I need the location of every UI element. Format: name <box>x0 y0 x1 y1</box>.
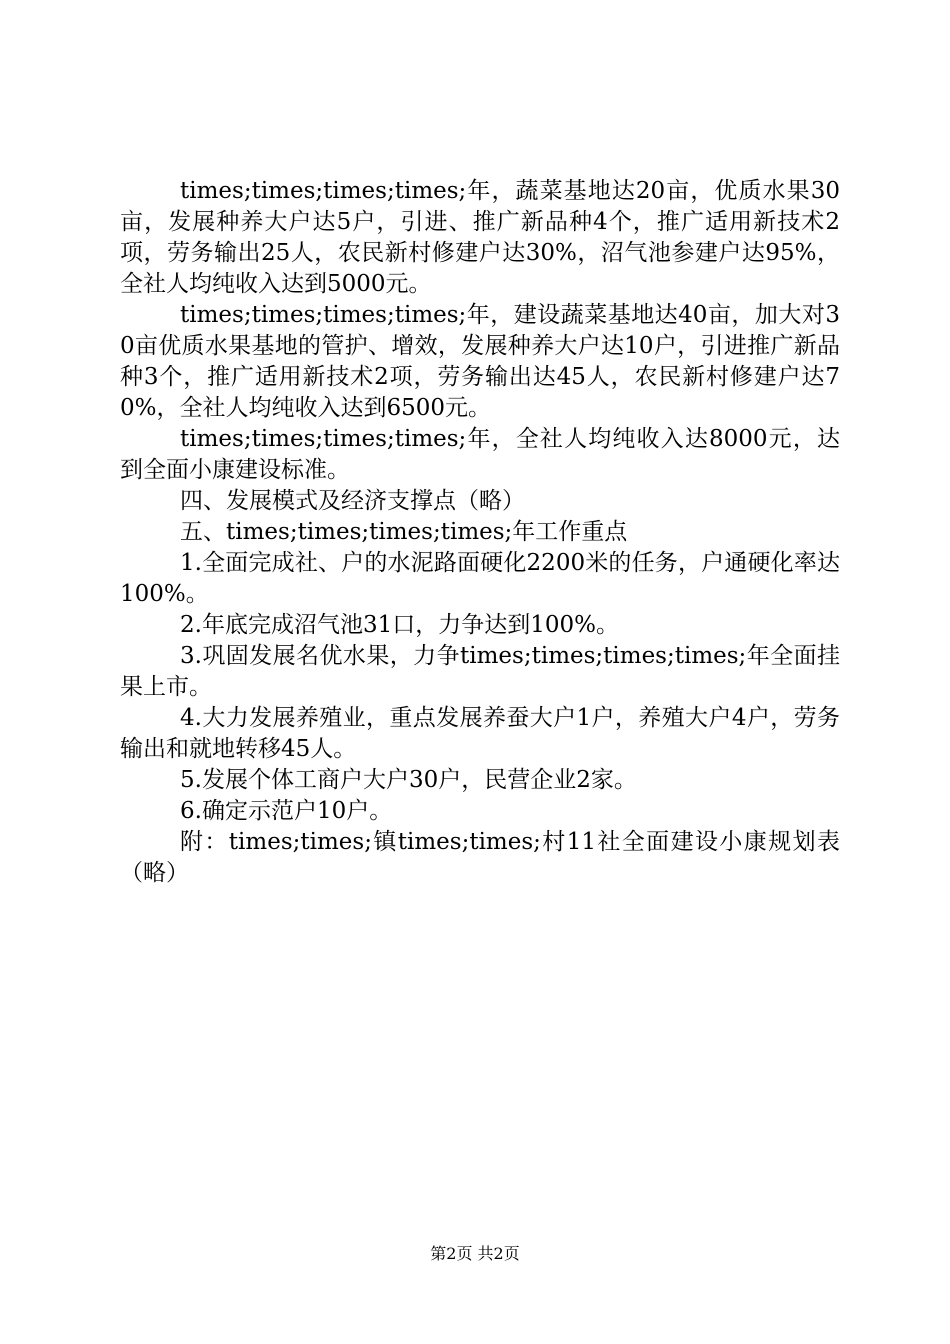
list-item-demonstration: 6.确定示范户10户。 <box>180 798 393 824</box>
list-item-biogas: 2.年底完成沼气池31口，力争达到100%。 <box>180 612 619 638</box>
appendix-note: 附：times;times;镇times;times;村11社全面建设小康规划表（略） <box>120 829 840 886</box>
list-item-fruit: 3.巩固发展名优水果，力争times;times;times;times;年全面挂果上市。 <box>120 643 840 700</box>
page-footer: 第2页 共2页 <box>430 1244 520 1263</box>
section-heading-work-priorities: 五、times;times;times;times;年工作重点 <box>180 519 628 545</box>
list-item-road-hardening: 1.全面完成社、户的水泥路面硬化2200米的任务，户通硬化率达100%。 <box>120 550 840 607</box>
section-heading-development-model: 四、发展模式及经济支撑点（略） <box>180 488 525 514</box>
list-item-breeding: 4.大力发展养殖业，重点发展养蚕大户1户，养殖大户4户，劳务输出和就地转移45人。 <box>120 705 840 762</box>
paragraph-goals-year-2: times;times;times;times;年，建设蔬菜基地达40亩，加大对30亩优质水果基地的管护、增效，发展种养大户达10户，引进推广新品种3个，推广适用新技术2项，劳务输出达45人，农民新村修建户达70%，全社人均纯收入达到6500元。 <box>120 302 840 421</box>
paragraph-goals-year-1: times;times;times;times;年，蔬菜基地达20亩，优质水果30亩，发展种养大户达5户，引进、推广新品种4个，推广适用新技术2项，劳务输出25人，农民新村修建户达30%，沼气池参建户达95%，全社人均纯收入达到5000元。 <box>120 178 840 297</box>
paragraph-goals-year-3: times;times;times;times;年，全社人均纯收入达8000元，达到全面小康建设标准。 <box>120 426 840 483</box>
list-item-business: 5.发展个体工商户大户30户，民营企业2家。 <box>180 767 637 793</box>
document-body <box>120 176 840 889</box>
